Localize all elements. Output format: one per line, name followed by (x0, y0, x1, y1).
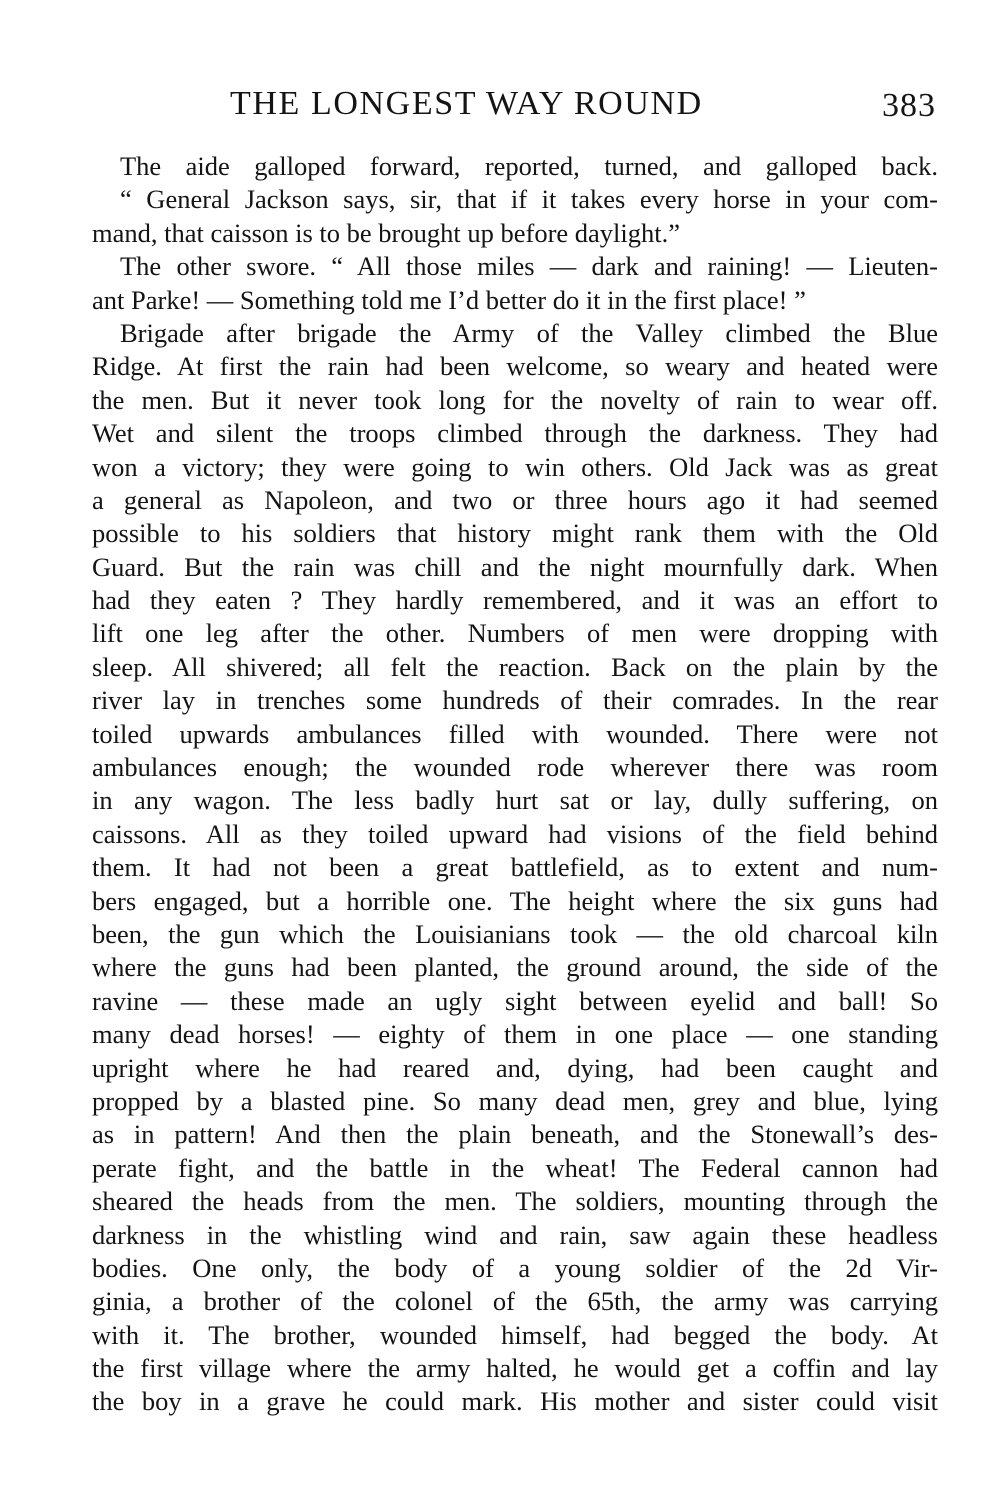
text-line: Guard. But the rain was chill and the night mournfully dark. When (92, 551, 938, 582)
text-line: lift one leg after the other. Numbers of men were dropping with (92, 618, 938, 649)
text-line: the boy in a grave he could mark. His mother and sister could visit (92, 1386, 938, 1417)
text-line: Ridge. At first the rain had been welcome, so weary and heated were (92, 351, 938, 382)
text-line: in any wagon. The less badly hurt sat or lay, dully suffering, on (92, 785, 938, 816)
text-line: won a victory; they were going to win others. Old Jack was as great (92, 451, 938, 482)
text-line: bodies. One only, the body of a young soldier of the 2d Vir- (92, 1252, 938, 1283)
text-line: “ General Jackson says, sir, that if it takes every horse in your com- (120, 184, 938, 215)
text-line: ravine — these made an ugly sight between eyelid and ball! So (92, 985, 938, 1016)
text-line: sleep. All shivered; all felt the reaction. Back on the plain by the (92, 651, 938, 682)
text-line: where the guns had been planted, the ground around, the side of the (92, 952, 938, 983)
text-line: caissons. All as they toiled upward had visions of the field behind (92, 818, 938, 849)
text-line: bers engaged, but a horrible one. The height where the six guns had (92, 885, 938, 916)
text-line: upright where he had reared and, dying, had been caught and (92, 1052, 938, 1083)
text-line: many dead horses! — eighty of them in one place — one standing (92, 1019, 938, 1050)
book-page (92, 78, 938, 1419)
body-text (92, 150, 938, 1419)
text-line: had they eaten ? They hardly remembered, and it was an effort to (92, 585, 938, 616)
running-title: THE LONGEST WAY ROUND (230, 85, 703, 122)
text-line: river lay in trenches some hundreds of their comrades. In the rear (92, 685, 938, 716)
text-line: the first village where the army halted, he would get a coffin and lay (92, 1353, 938, 1384)
text-line: perate fight, and the battle in the wheat! The Federal cannon had (92, 1152, 938, 1183)
text-line: a general as Napoleon, and two or three hours ago it had seemed (92, 484, 938, 515)
text-line: The other swore. “ All those miles — dark and raining! — Lieuten- (120, 251, 938, 282)
text-line: the men. But it never took long for the novelty of rain to wear off. (92, 384, 938, 415)
text-line: as in pattern! And then the plain beneath, and the Stonewall’s des- (92, 1119, 938, 1150)
text-line: with it. The brother, wounded himself, had begged the body. At (92, 1319, 938, 1350)
text-line: ambulances enough; the wounded rode wherever there was room (92, 752, 938, 783)
text-line: them. It had not been a great battlefield, as to extent and num- (92, 852, 938, 883)
text-line: Wet and silent the troops climbed through the darkness. They had (92, 418, 938, 449)
text-line: The aide galloped forward, reported, turned, and galloped back. (120, 151, 938, 181)
page-number: 383 (882, 87, 936, 124)
text-line: propped by a blasted pine. So many dead men, grey and blue, lying (92, 1085, 938, 1116)
page-header (92, 78, 938, 134)
text-line: sheared the heads from the men. The soldiers, mounting through the (92, 1186, 938, 1217)
text-line: mand, that caisson is to be brought up before daylight.” (92, 217, 681, 248)
text-line: possible to his soldiers that history might rank them with the Old (92, 518, 938, 549)
text-line: toiled upwards ambulances filled with wounded. There were not (92, 718, 938, 749)
text-line: been, the gun which the Louisianians took — the old charcoal kiln (92, 918, 938, 949)
text-line: darkness in the whistling wind and rain, saw again these headless (92, 1219, 938, 1250)
text-line: ginia, a brother of the colonel of the 65th, the army was carrying (92, 1286, 938, 1317)
text-line: ant Parke! — Something told me I’d better do it in the first place! ” (92, 284, 806, 315)
text-line: Brigade after brigade the Army of the Valley climbed the Blue (120, 317, 938, 348)
